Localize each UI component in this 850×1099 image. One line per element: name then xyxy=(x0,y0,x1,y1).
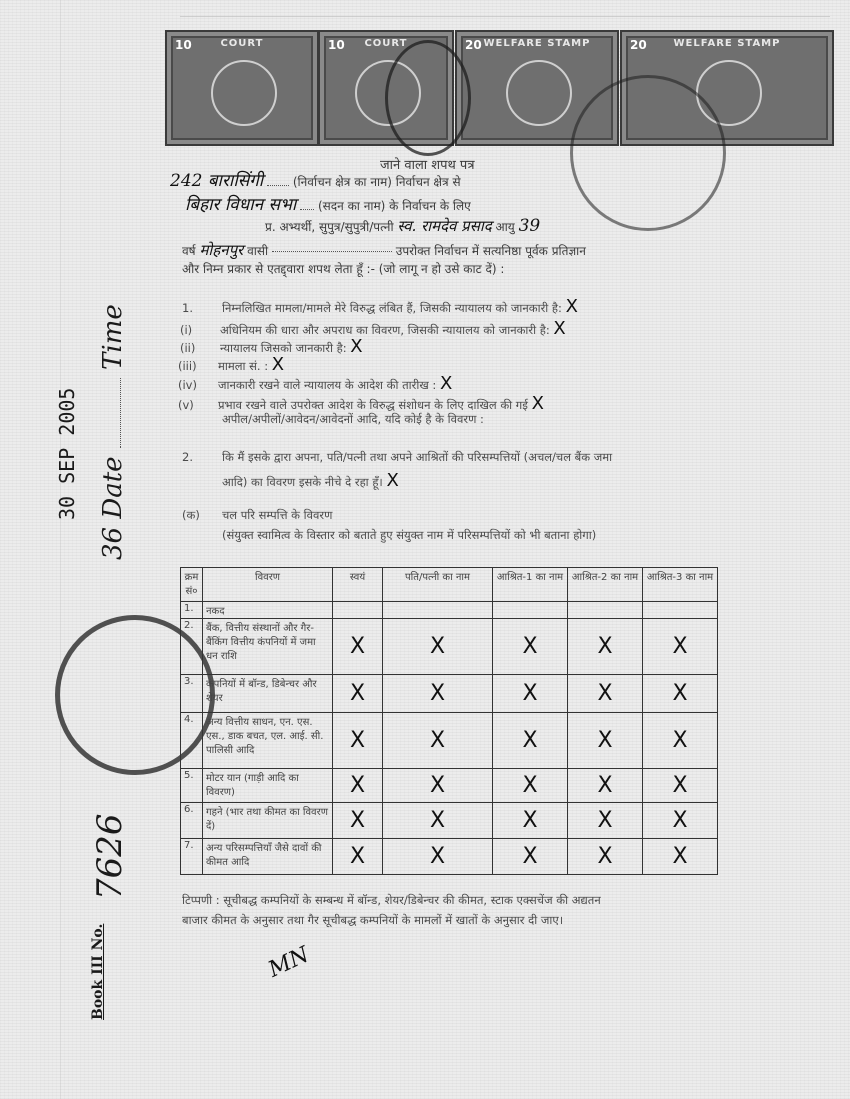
cross-mark: X xyxy=(350,336,363,357)
table-row: 4. अन्य वित्तीय साधन, एन. एस. एस., डाक बचत, एल. आई. सी. पालिसी आदि X X X X X xyxy=(181,713,718,769)
table-row: 2. बैंक, वित्तीय संस्थानों और गैर-बैंकिंग वित्तीय कंपनियों में जमा धन राशि X X X X X xyxy=(181,619,718,675)
table-row: 3. कंपनियों में बॉन्ड, डिबेन्चर और शेयर X X X X X xyxy=(181,675,718,713)
table-row: 5. मोटर यान (गाड़ी आदि का विवरण) X X X X X xyxy=(181,769,718,803)
list-item: (iii) मामला सं. : X xyxy=(178,354,285,375)
constituency-name: 242 बारासिंगी xyxy=(170,171,264,191)
cross-mark: X xyxy=(383,769,493,803)
court-fee-stamp-1: 10 COURT xyxy=(165,30,319,146)
list-item: (ii) न्यायालय जिसको जानकारी है: X xyxy=(180,336,363,357)
cross-mark: X xyxy=(568,675,643,713)
constituency-line xyxy=(170,168,461,191)
table-row: 1. नकद xyxy=(181,602,718,619)
resident-line xyxy=(182,240,586,260)
cross-mark: X xyxy=(383,713,493,769)
list-item: (i) अधिनियम की धारा और अपराध का विवरण, जिसकी न्यायालय को जानकारी है: X xyxy=(180,318,566,339)
cross-mark: X xyxy=(333,803,383,839)
registration-date: 36 Date Time xyxy=(98,304,128,560)
cross-mark: X xyxy=(383,839,493,875)
cross-mark: X xyxy=(333,675,383,713)
candidate-line xyxy=(265,216,540,236)
list-item: (iv) जानकारी रखने वाले न्यायालय के आदेश की तारीख : X xyxy=(178,373,453,394)
cross-mark: X xyxy=(643,713,718,769)
cross-mark: X xyxy=(493,803,568,839)
cross-mark: X xyxy=(271,354,285,375)
postmark-seal xyxy=(385,40,471,156)
book-number-label: Book III No. xyxy=(90,923,106,1020)
cross-mark: X xyxy=(553,318,566,339)
candidate-name: स्व. रामदेव प्रसाद xyxy=(397,217,492,235)
house-name: बिहार विधान सभा xyxy=(185,195,297,215)
house-line xyxy=(185,192,471,215)
page-crease xyxy=(60,0,61,1099)
cross-mark: X xyxy=(643,803,718,839)
table-header-row: क्रम सं० विवरण स्वयं पति/पत्नी का नाम आश्रित-1 का नाम आश्रित-2 का नाम आश्रित-3 का नाम xyxy=(181,568,718,602)
cross-mark: X xyxy=(493,675,568,713)
list-item-continuation: अपील/अपीलों/आवेदन/आवेदनों आदि, यदि कोई है के विवरण : xyxy=(222,412,484,426)
constituency-label: (निर्वाचन क्षेत्र का नाम) निर्वाचन क्षेत्र से xyxy=(292,175,461,189)
cross-mark: X xyxy=(493,619,568,675)
cross-mark: X xyxy=(643,619,718,675)
cross-mark: X xyxy=(531,393,544,414)
cross-mark: X xyxy=(383,803,493,839)
age-label: आयु xyxy=(495,220,515,234)
cross-mark: X xyxy=(386,470,399,491)
cross-mark: X xyxy=(565,296,578,317)
cross-mark: X xyxy=(333,769,383,803)
declaration-item: 2. कि मैं इसके द्वारा अपना, पति/पत्नी तथा अपने आश्रितों की परिसम्पत्तियों (अचल/चल बैंक जमा xyxy=(182,450,613,464)
welfare-stamp-1: 20 WELFARE STAMP xyxy=(455,30,619,146)
candidate-label: प्र. अभ्यर्थी, सुपुत्र/सुपुत्री/पत्नी xyxy=(265,220,394,234)
cross-mark: X xyxy=(493,769,568,803)
signature-initials: MN xyxy=(264,942,314,983)
affidavit-title: जाने वाला शपथ पत्र xyxy=(380,158,475,173)
cross-mark: X xyxy=(383,619,493,675)
house-label: (सदन का नाम) के निर्वाचन के लिए xyxy=(317,199,471,213)
cross-mark: X xyxy=(643,769,718,803)
resident-suffix: वासी xyxy=(247,244,269,258)
cross-mark: X xyxy=(439,373,453,394)
movable-assets-table xyxy=(180,567,718,875)
book-number: 7626 xyxy=(90,813,130,900)
cross-mark: X xyxy=(643,675,718,713)
declaration-item-cont: आदि) का विवरण इसके नीचे दे रहा हूँ। X xyxy=(222,470,399,491)
postmark-seal xyxy=(570,75,726,231)
cross-mark: X xyxy=(643,839,718,875)
cross-mark: X xyxy=(383,675,493,713)
cross-mark: X xyxy=(333,713,383,769)
cross-mark: X xyxy=(568,769,643,803)
table-row: 7. अन्य परिसम्पत्तियाँ जैसे दावों की कीमत आदि X X X X X xyxy=(181,839,718,875)
resident-place: मोहनपुर xyxy=(199,241,244,259)
footnote-line-1: सूचीबद्ध कम्पनियों के सम्बन्ध में बॉन्ड, शेयर/डिबेन्चर की कीमत, स्टाक एक्सचेंज की अद्यतन xyxy=(223,893,601,907)
table-row: 6. गहने (भार तथा कीमत का विवरण दें) X X X X X xyxy=(181,803,718,839)
cross-mark: X xyxy=(568,713,643,769)
cross-mark: X xyxy=(568,803,643,839)
date-stamp: 30 SEP 2005 xyxy=(55,387,79,520)
cross-mark: X xyxy=(493,839,568,875)
cross-mark: X xyxy=(568,619,643,675)
cross-mark: X xyxy=(333,839,383,875)
age-value: 39 xyxy=(518,216,541,236)
footnote-label: टिप्पणी : xyxy=(182,893,220,907)
footnote-line-2: बाजार कीमत के अनुसार तथा गैर सूचीबद्ध कम्पनियों के मामलों में खातों के अनुसार दी जाए। xyxy=(182,913,564,927)
cross-mark: X xyxy=(568,839,643,875)
welfare-stamp-2: 20 WELFARE STAMP xyxy=(620,30,834,146)
cross-mark: X xyxy=(493,713,568,769)
top-edge-line xyxy=(180,16,830,17)
pledge-line-2: और निम्न प्रकार से एतद्द्वारा शपथ लेता हूँ :- (जो लागू न हो उसे काट दें) : xyxy=(182,262,505,276)
section-subtitle: (संयुक्त स्वामित्व के विस्तार को बताते हुए संयुक्त नाम में परिसम्पत्तियों को भी बताना होगा) xyxy=(222,528,597,542)
pledge-line: उपरोक्त निर्वाचन में सत्यनिष्ठा पूर्वक प्रतिज्ञान xyxy=(395,244,586,258)
list-item: 1. निम्नलिखित मामला/मामले मेरे विरुद्ध लंबित हैं, जिसकी न्यायालय को जानकारी है: X xyxy=(182,296,578,317)
court-fee-stamp-2: 10 COURT xyxy=(318,30,454,146)
section-heading: (क) चल परि सम्पत्ति के विवरण xyxy=(182,508,333,522)
resident-label: वर्ष xyxy=(182,244,196,258)
footnote xyxy=(182,890,722,930)
list-item: (v) प्रभाव रखने वाले उपरोक्त आदेश के विरुद्ध संशोधन के लिए दाखिल की गई X xyxy=(178,393,544,414)
cross-mark: X xyxy=(333,619,383,675)
